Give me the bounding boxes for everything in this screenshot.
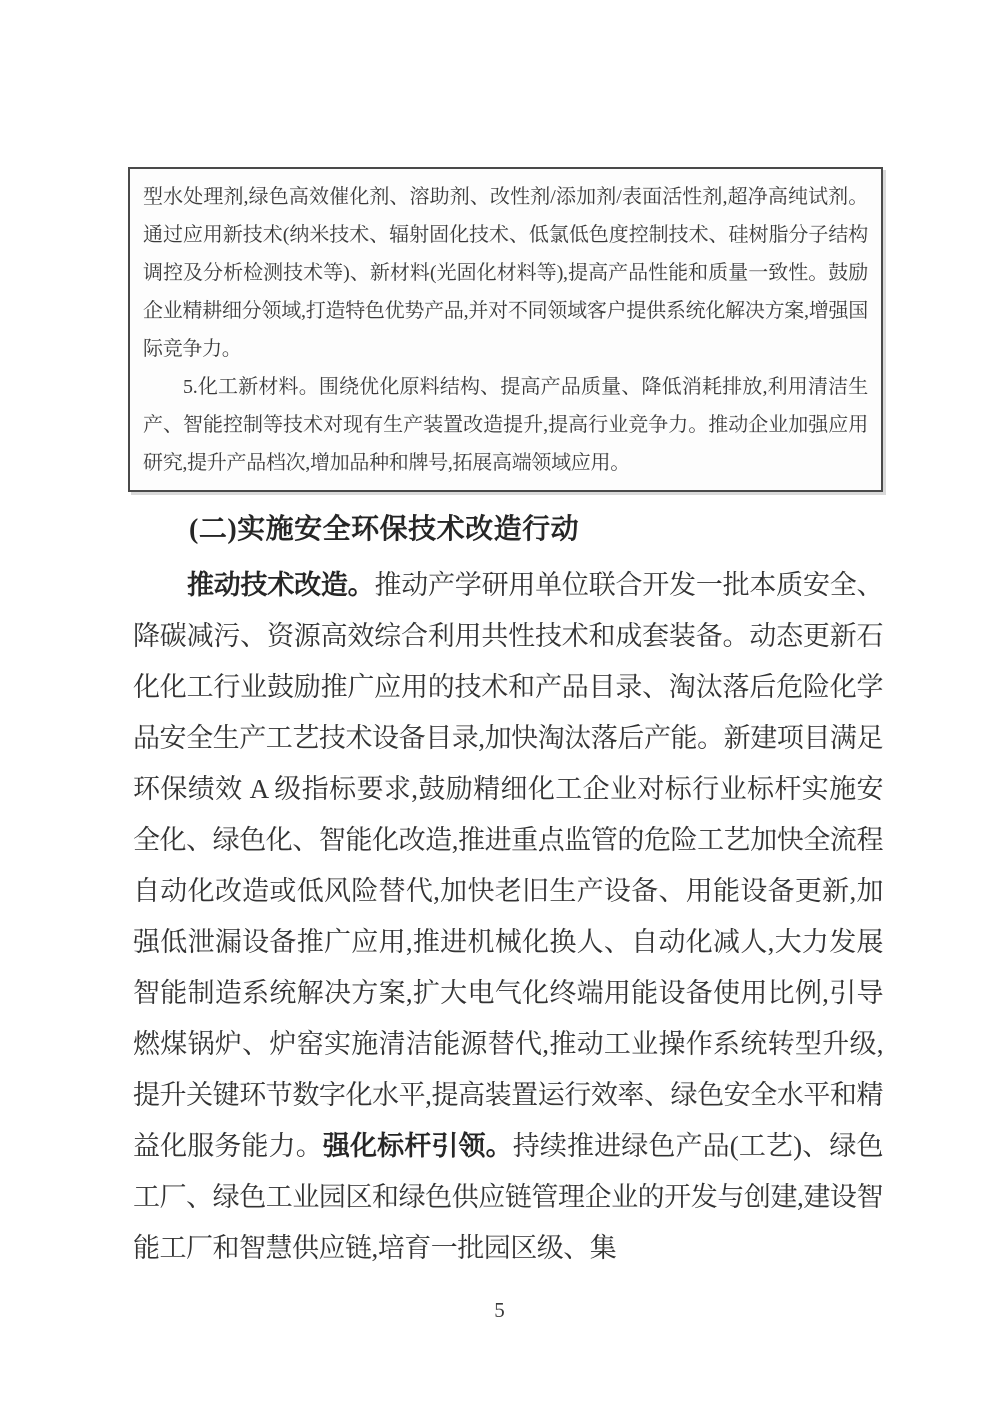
bold-lead-phrase: 推动技术改造。: [187, 570, 375, 600]
boxed-paragraph-continuation: 型水处理剂,绿色高效催化剂、溶助剂、改性剂/添加剂/表面活性剂,超净高纯试剂。通过应用新技术(纳米技术、辐射固化技术、低氯低色度控制技术、硅树脂分子结构调控及分析检测技术等)、新材料(光固化材料等),提高产品性能和质量一致性。鼓励企业精耕细分领域,打造特色优势产品,并对不同领域客户提供系统化解决方案,增强国际竞争力。: [143, 186, 868, 360]
boxed-text-section: [128, 167, 883, 492]
section-2: [133, 510, 883, 1274]
bold-mid-phrase: 强化标杆引领。: [322, 1131, 513, 1161]
paragraph-text-1: 推动产学研用单位联合开发一批本质安全、降碳减污、资源高效综合利用共性技术和成套装备。动态更新石化化工行业鼓励推广应用的技术和产品目录、淘汰落后危险化学品安全生产工艺技术设备目录,加快淘汰落后产能。新建项目满足环保绩效 A 级指标要求,鼓励精细化工企业对标行业标杆实施安全化、绿色化、智能化改造,推进重点监管的危险工艺加快全流程自动化改造或低风险替代,加快老旧生产设备、用能设备更新,加强低泄漏设备推广应用,推进机械化换人、自动化减人,大力发展智能制造系统解决方案,扩大电气化终端用能设备使用比例,引导燃煤锅炉、炉窑实施清洁能源替代,推动工业操作系统转型升级,提升关键环节数字化水平,提高装置运行效率、绿色安全水平和精益化服务能力。: [133, 570, 884, 1161]
page-footer: [0, 1298, 1000, 1323]
page-number: 5: [494, 1298, 506, 1322]
boxed-paragraph-item-5: 5.化工新材料。围绕优化原料结构、提高产品质量、降低消耗排放,利用清洁生产、智能控制等技术对现有生产装置改造提升,提高行业竞争力。推动企业加强应用研究,提升产品档次,增加品种和牌号,拓展高端领域应用。: [143, 376, 868, 474]
section-paragraph: [133, 560, 883, 1274]
paragraph-text-2: 持续推进绿色产品(工艺)、绿色工厂、绿色工业园区和绿色供应链管理企业的开发与创建,建设智能工厂和智慧供应链,培育一批园区级、集: [133, 1131, 884, 1263]
section-heading: (二)实施安全环保技术改造行动: [189, 514, 580, 545]
